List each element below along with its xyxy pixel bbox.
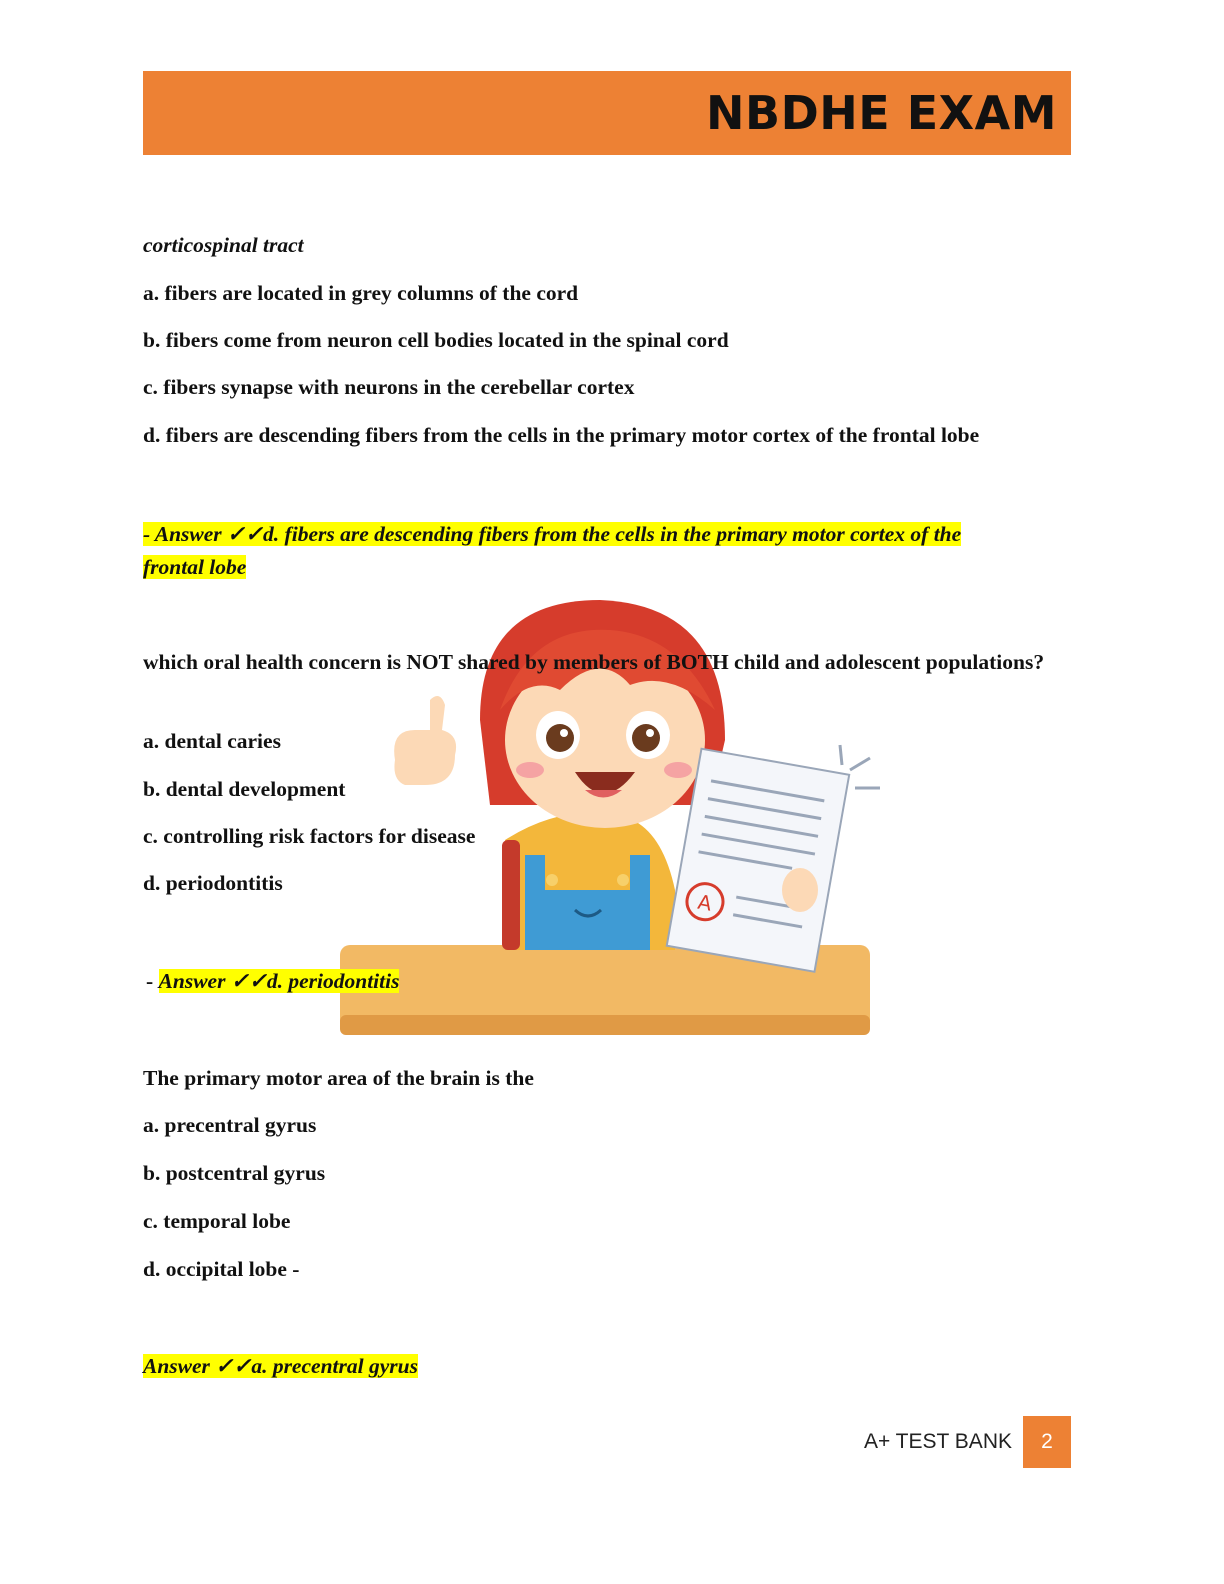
question-3-stem: The primary motor area of the brain is the — [143, 1066, 534, 1090]
question-3-option-d: d. occipital lobe - — [143, 1257, 300, 1281]
page-number: 2 — [1023, 1416, 1071, 1468]
question-3-answer: Answer ✓✓a. precentral gyrus — [143, 1354, 418, 1378]
question-1-option-d: d. fibers are descending fibers from the cells in the primary motor cortex of the frontal lobe — [143, 423, 980, 447]
header-band — [143, 71, 1071, 155]
question-2-option-d: d. periodontitis — [143, 871, 283, 895]
thumbs-up-icon — [394, 696, 456, 785]
question-2-option-a: a. dental caries — [143, 729, 281, 753]
question-3-option-a: a. precentral gyrus — [143, 1113, 317, 1137]
question-1-option-b: b. fibers come from neuron cell bodies located in the spinal cord — [143, 328, 729, 352]
question-1-answer-line-2: frontal lobe — [143, 555, 247, 579]
question-2-stem: which oral health concern is NOT shared by members of BOTH child and adolescent populations? — [143, 650, 1045, 674]
question-3-option-b: b. postcentral gyrus — [143, 1161, 326, 1185]
question-1-stem: corticospinal tract — [143, 233, 304, 257]
question-3-option-c: c. temporal lobe — [143, 1209, 291, 1233]
question-2-option-b: b. dental development — [143, 777, 346, 801]
question-2-option-c: c. controlling risk factors for disease — [143, 824, 476, 848]
question-2-answer: - Answer ✓✓d. periodontitis — [146, 969, 400, 993]
question-1-option-c: c. fibers synapse with neurons in the cerebellar cortex — [143, 375, 635, 399]
page-title: NBDHE EXAM — [706, 86, 1057, 140]
grade-letter: A — [695, 889, 714, 916]
footer-label: A+ TEST BANK — [863, 1430, 1012, 1453]
question-1-option-a: a. fibers are located in grey columns of the cord — [143, 281, 579, 305]
question-1-answer-line-1: - Answer ✓✓d. fibers are descending fibers from the cells in the primary motor cortex of the — [143, 522, 962, 546]
